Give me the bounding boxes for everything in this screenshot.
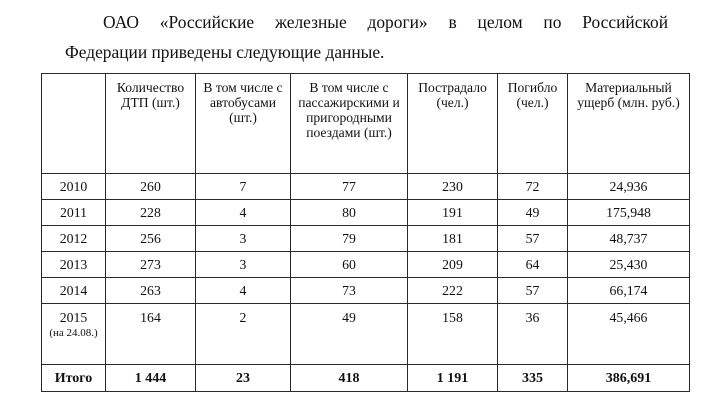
cell-killed: 72 <box>498 174 568 200</box>
cell-damage: 66,174 <box>568 278 690 304</box>
cell-killed: 36 <box>498 304 568 365</box>
table-row <box>42 174 690 200</box>
table-header-row <box>42 74 690 174</box>
cell-buses: 3 <box>196 252 291 278</box>
cell-damage: 175,948 <box>568 200 690 226</box>
header-killed: Погибло (чел.) <box>498 74 568 174</box>
row-year: 2010 <box>42 174 106 200</box>
cell-killed: 57 <box>498 226 568 252</box>
cell-injured: 158 <box>408 304 498 365</box>
row-year-cell <box>42 304 106 365</box>
cell-passenger-trains: 79 <box>291 226 408 252</box>
header-with-passenger-trains: В том числе с пассажирскими и пригородными поездами (шт.) <box>291 74 408 174</box>
total-label: Итого <box>42 365 106 392</box>
intro-line-2: Федерации приведены следующие данные. <box>65 42 385 62</box>
row-year: 2012 <box>42 226 106 252</box>
table-row <box>42 304 690 365</box>
cell-buses: 3 <box>196 226 291 252</box>
header-material-damage: Материальный ущерб (млн. руб.) <box>568 74 690 174</box>
cell-killed: 49 <box>498 200 568 226</box>
cell-accidents: 164 <box>106 304 196 365</box>
cell-injured: 209 <box>408 252 498 278</box>
cell-buses: 2 <box>196 304 291 365</box>
total-accidents: 1 444 <box>106 365 196 392</box>
cell-killed: 57 <box>498 278 568 304</box>
cell-accidents: 260 <box>106 174 196 200</box>
cell-passenger-trains: 80 <box>291 200 408 226</box>
total-injured: 1 191 <box>408 365 498 392</box>
total-buses: 23 <box>196 365 291 392</box>
accident-statistics-table <box>41 73 690 392</box>
header-year <box>42 74 106 174</box>
cell-accidents: 263 <box>106 278 196 304</box>
table-row <box>42 278 690 304</box>
cell-buses: 4 <box>196 278 291 304</box>
cell-accidents: 228 <box>106 200 196 226</box>
header-injured: Пострадало (чел.) <box>408 74 498 174</box>
row-year: 2014 <box>42 278 106 304</box>
table-row <box>42 200 690 226</box>
cell-passenger-trains: 77 <box>291 174 408 200</box>
total-passenger-trains: 418 <box>291 365 408 392</box>
intro-line-1: ОАО «Российские железные дороги» в целом по Российской <box>103 12 668 32</box>
cell-injured: 230 <box>408 174 498 200</box>
row-year: 2011 <box>42 200 106 226</box>
row-year: 2015 <box>59 310 88 325</box>
header-accidents-count: Количество ДТП (шт.) <box>106 74 196 174</box>
cell-killed: 64 <box>498 252 568 278</box>
cell-injured: 181 <box>408 226 498 252</box>
cell-accidents: 256 <box>106 226 196 252</box>
cell-injured: 222 <box>408 278 498 304</box>
cell-passenger-trains: 49 <box>291 304 408 365</box>
total-damage: 386,691 <box>568 365 690 392</box>
cell-damage: 48,737 <box>568 226 690 252</box>
cell-buses: 7 <box>196 174 291 200</box>
row-year: 2013 <box>42 252 106 278</box>
total-row <box>42 365 690 392</box>
cell-passenger-trains: 73 <box>291 278 408 304</box>
cell-damage: 25,430 <box>568 252 690 278</box>
cell-damage: 24,936 <box>568 174 690 200</box>
row-year-note: (на 24.08.) <box>49 327 98 339</box>
cell-passenger-trains: 60 <box>291 252 408 278</box>
total-killed: 335 <box>498 365 568 392</box>
cell-damage: 45,466 <box>568 304 690 365</box>
table-row <box>42 252 690 278</box>
cell-accidents: 273 <box>106 252 196 278</box>
cell-buses: 4 <box>196 200 291 226</box>
table-row <box>42 226 690 252</box>
cell-injured: 191 <box>408 200 498 226</box>
header-with-buses: В том числе с автобусами (шт.) <box>196 74 291 174</box>
